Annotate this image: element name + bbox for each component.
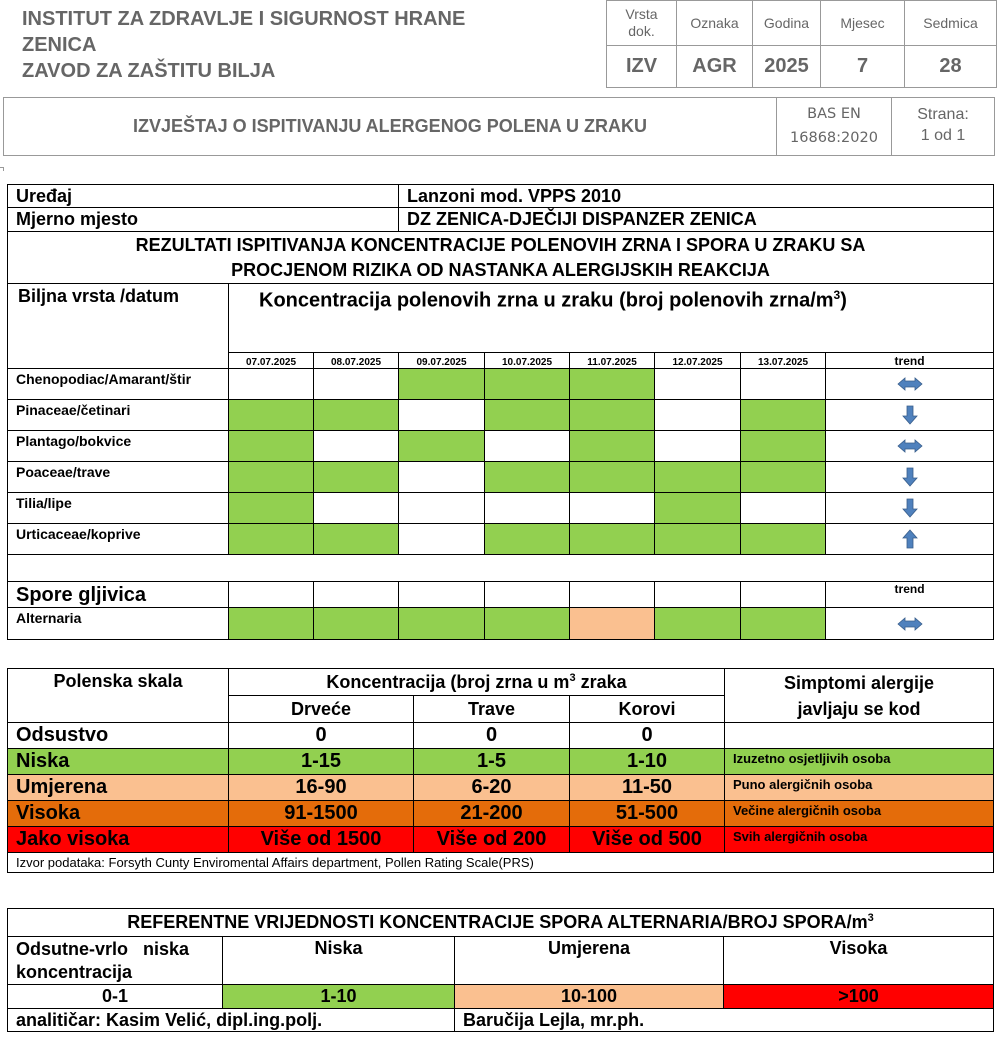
meta-value-doc-type: IZV bbox=[607, 46, 677, 88]
level-cell bbox=[570, 608, 655, 640]
level-cell bbox=[229, 524, 314, 555]
level-cell bbox=[314, 431, 399, 462]
spore-ref-low: Niska bbox=[223, 937, 455, 985]
table-row bbox=[8, 369, 994, 400]
level-cell bbox=[485, 608, 570, 640]
location-value: DZ ZENICA-DJEČIJI DISPANZER ZENICA bbox=[399, 208, 994, 232]
level-cell bbox=[570, 462, 655, 493]
level-cell bbox=[229, 431, 314, 462]
location-label: Mjerno mjesto bbox=[8, 208, 399, 232]
level-cell bbox=[485, 400, 570, 431]
scale-row bbox=[8, 827, 994, 853]
level-cell bbox=[485, 524, 570, 555]
trend-cell bbox=[826, 431, 994, 462]
scale-value: Više od 1500 bbox=[229, 827, 414, 853]
level-cell bbox=[741, 462, 826, 493]
level-cell bbox=[741, 400, 826, 431]
scale-symptom: Izuzetno osjetljivih osoba bbox=[725, 749, 994, 775]
spore-header-empty bbox=[655, 582, 741, 608]
level-cell bbox=[570, 431, 655, 462]
spore-ref-value-moderate: 10-100 bbox=[455, 985, 724, 1009]
results-title bbox=[8, 232, 994, 284]
level-cell bbox=[314, 608, 399, 640]
level-cell bbox=[399, 608, 485, 640]
analyst-1: analitičar: Kasim Velić, dipl.ing.polj. bbox=[8, 1009, 455, 1032]
scale-symptom: Svih alergičnih osoba bbox=[725, 827, 994, 853]
level-cell bbox=[741, 493, 826, 524]
level-cell bbox=[741, 431, 826, 462]
corner-marker bbox=[0, 167, 4, 171]
date-header: 12.07.2025 bbox=[655, 353, 741, 369]
up-arrow-icon bbox=[826, 529, 993, 549]
trend-cell bbox=[826, 462, 994, 493]
level-cell bbox=[570, 524, 655, 555]
scale-value: 0 bbox=[570, 723, 725, 749]
scale-value: 91-1500 bbox=[229, 801, 414, 827]
scale-value: 1-5 bbox=[414, 749, 570, 775]
level-cell bbox=[655, 524, 741, 555]
trend-cell bbox=[826, 608, 994, 640]
concentration-header: Koncentracija polenovih zrna u zraku (broj polenovih zrna/$m^3$) bbox=[229, 284, 994, 353]
left-right-arrow-icon bbox=[826, 376, 993, 392]
symptoms-header-line2: javljaju se kod bbox=[797, 699, 921, 719]
scale-conc-header: Koncentracija (broj zrna u $m^3$ zraka bbox=[229, 669, 725, 696]
device-label: Uređaj bbox=[8, 185, 399, 208]
species-name: Tilia/lipe bbox=[8, 493, 229, 524]
level-cell bbox=[655, 493, 741, 524]
scale-value: 21-200 bbox=[414, 801, 570, 827]
spore-header-empty bbox=[570, 582, 655, 608]
scale-symptom bbox=[725, 723, 994, 749]
level-cell bbox=[485, 431, 570, 462]
spore-header-empty bbox=[229, 582, 314, 608]
trend-cell bbox=[826, 524, 994, 555]
scale-value: 51-500 bbox=[570, 801, 725, 827]
spores-header: Spore gljivica bbox=[8, 582, 229, 608]
spore-ref-high: Visoka bbox=[724, 937, 994, 985]
level-cell bbox=[570, 400, 655, 431]
meta-value-month: 7 bbox=[821, 46, 905, 88]
level-cell bbox=[655, 462, 741, 493]
table-row bbox=[8, 400, 994, 431]
report-title: IZVJEŠTAJ O ISPITIVANJU ALERGENOG POLENA U ZRAKU bbox=[132, 116, 648, 136]
scale-row bbox=[8, 749, 994, 775]
spacer-row bbox=[8, 555, 994, 582]
level-cell bbox=[741, 524, 826, 555]
scale-rows bbox=[8, 723, 994, 853]
device-value: Lanzoni mod. VPPS 2010 bbox=[399, 185, 994, 208]
analyst-2: Baručija Lejla, mr.ph. bbox=[455, 1009, 994, 1032]
scale-value: 1-15 bbox=[229, 749, 414, 775]
down-arrow-icon bbox=[826, 405, 993, 425]
level-cell bbox=[655, 431, 741, 462]
level-cell bbox=[741, 608, 826, 640]
level-cell bbox=[485, 369, 570, 400]
spore-ref-col1-line1: Odsutne-vrlo niska bbox=[16, 939, 190, 959]
scale-col-grasses: Trave bbox=[414, 696, 570, 723]
pollen-scale-table bbox=[7, 668, 994, 873]
level-cell bbox=[485, 493, 570, 524]
scale-title: Polenska skala bbox=[8, 669, 229, 723]
scale-value: Više od 200 bbox=[414, 827, 570, 853]
date-header: 11.07.2025 bbox=[570, 353, 655, 369]
scale-value: 16-90 bbox=[229, 775, 414, 801]
level-cell bbox=[655, 400, 741, 431]
scale-level: Visoka bbox=[8, 801, 229, 827]
spore-rows bbox=[8, 608, 994, 640]
species-name: Chenopodiac/Amarant/štir bbox=[8, 369, 229, 400]
pollen-rows bbox=[8, 369, 994, 555]
table-row bbox=[8, 462, 994, 493]
table-row bbox=[8, 524, 994, 555]
standard-line1: BAS EN bbox=[807, 106, 861, 122]
species-name: Urticaceae/koprive bbox=[8, 524, 229, 555]
level-cell bbox=[314, 462, 399, 493]
species-name: Plantago/bokvice bbox=[8, 431, 229, 462]
page-value: 1 od 1 bbox=[920, 127, 966, 144]
date-header: 09.07.2025 bbox=[399, 353, 485, 369]
level-cell bbox=[485, 462, 570, 493]
spore-ref-col1-line2: koncentracija bbox=[16, 962, 133, 982]
spore-ref-value-high: >100 bbox=[724, 985, 994, 1009]
spore-reference-table bbox=[7, 908, 994, 1032]
table-row bbox=[8, 608, 994, 640]
institution-line1: INSTITUT ZA ZDRAVLJE I SIGURNOST HRANE bbox=[22, 8, 466, 30]
scale-level: Umjerena bbox=[8, 775, 229, 801]
scale-value: 6-20 bbox=[414, 775, 570, 801]
institution-line2: ZENICA bbox=[22, 34, 97, 56]
trend-cell bbox=[826, 369, 994, 400]
level-cell bbox=[314, 400, 399, 431]
species-name: Alternaria bbox=[8, 608, 229, 640]
spore-ref-col1 bbox=[8, 937, 223, 985]
level-cell bbox=[229, 369, 314, 400]
scale-symptom: Puno alergičnih osoba bbox=[725, 775, 994, 801]
trend-cell bbox=[826, 493, 994, 524]
level-cell bbox=[655, 608, 741, 640]
spore-header-empty bbox=[399, 582, 485, 608]
level-cell bbox=[229, 462, 314, 493]
level-cell bbox=[399, 431, 485, 462]
date-header: 08.07.2025 bbox=[314, 353, 399, 369]
date-header: 07.07.2025 bbox=[229, 353, 314, 369]
left-right-arrow-icon bbox=[826, 438, 993, 454]
level-cell bbox=[229, 493, 314, 524]
institution-line3: ZAVOD ZA ZAŠTITU BILJA bbox=[22, 60, 276, 82]
scale-row bbox=[8, 723, 994, 749]
meta-label-doc-type: Vrsta dok. bbox=[607, 1, 677, 46]
scale-value: 1-10 bbox=[570, 749, 725, 775]
institution-name bbox=[22, 6, 602, 84]
spore-ref-value-absent: 0-1 bbox=[8, 985, 223, 1009]
trend-cell bbox=[826, 400, 994, 431]
standard-ref bbox=[776, 98, 891, 155]
scale-col-trees: Drveće bbox=[229, 696, 414, 723]
date-header: 10.07.2025 bbox=[485, 353, 570, 369]
level-cell bbox=[314, 524, 399, 555]
date-header: 13.07.2025 bbox=[741, 353, 826, 369]
standard-line2: 16868:2020 bbox=[790, 130, 878, 146]
spore-ref-value-low: 1-10 bbox=[223, 985, 455, 1009]
scale-col-weeds: Korovi bbox=[570, 696, 725, 723]
spacer-cell bbox=[8, 555, 994, 582]
scale-symptom: Večine alergičnih osoba bbox=[725, 801, 994, 827]
scale-value: Više od 500 bbox=[570, 827, 725, 853]
scale-level: Niska bbox=[8, 749, 229, 775]
level-cell bbox=[570, 493, 655, 524]
meta-value-year: 2025 bbox=[753, 46, 821, 88]
level-cell bbox=[229, 608, 314, 640]
meta-label-month: Mjesec bbox=[821, 1, 905, 46]
spore-ref-moderate: Umjerena bbox=[455, 937, 724, 985]
spore-header-empty bbox=[485, 582, 570, 608]
scale-value: 0 bbox=[229, 723, 414, 749]
meta-label-week: Sedmica bbox=[905, 1, 997, 46]
meta-value-code: AGR bbox=[677, 46, 753, 88]
level-cell bbox=[399, 369, 485, 400]
trend-header: trend bbox=[826, 353, 994, 369]
page-label: Strana: bbox=[917, 106, 969, 123]
level-cell bbox=[399, 493, 485, 524]
document-meta-table bbox=[606, 0, 997, 88]
pollen-results-table bbox=[7, 184, 994, 640]
table-row bbox=[8, 431, 994, 462]
species-name: Poaceae/trave bbox=[8, 462, 229, 493]
species-name: Pinaceae/četinari bbox=[8, 400, 229, 431]
spore-header-empty bbox=[741, 582, 826, 608]
results-title-line2: PROCJENOM RIZIKA OD NASTANKA ALERGIJSKIH REAKCIJA bbox=[231, 259, 770, 280]
left-right-arrow-icon bbox=[826, 616, 993, 632]
symptoms-header bbox=[725, 669, 994, 723]
scale-level: Jako visoka bbox=[8, 827, 229, 853]
spore-ref-title: REFERENTNE VRIJEDNOSTI KONCENTRACIJE SPORA ALTERNARIA/BROJ SPORA/$m^3$ bbox=[8, 909, 994, 937]
meta-label-code: Oznaka bbox=[677, 1, 753, 46]
scale-level: Odsustvo bbox=[8, 723, 229, 749]
level-cell bbox=[399, 524, 485, 555]
level-cell bbox=[229, 400, 314, 431]
report-title-box bbox=[3, 97, 995, 156]
spores-trend-label: trend bbox=[826, 582, 994, 608]
scale-value: 0 bbox=[414, 723, 570, 749]
down-arrow-icon bbox=[826, 467, 993, 487]
level-cell bbox=[570, 369, 655, 400]
scale-row bbox=[8, 801, 994, 827]
level-cell bbox=[314, 493, 399, 524]
scale-value: 11-50 bbox=[570, 775, 725, 801]
species-header: Biljna vrsta /datum bbox=[8, 284, 229, 369]
level-cell bbox=[399, 462, 485, 493]
scale-source: Izvor podataka: Forsyth Cunty Enviromental Affairs department, Pollen Rating Scale(PRS) bbox=[8, 853, 994, 873]
meta-label-year: Godina bbox=[753, 1, 821, 46]
spore-header-empty bbox=[314, 582, 399, 608]
meta-value-week: 28 bbox=[905, 46, 997, 88]
results-title-line1: REZULTATI ISPITIVANJA KONCENTRACIJE POLENOVIH ZRNA I SPORA U ZRAKU SA bbox=[135, 234, 866, 255]
page-number bbox=[891, 98, 994, 155]
level-cell bbox=[314, 369, 399, 400]
down-arrow-icon bbox=[826, 498, 993, 518]
scale-row bbox=[8, 775, 994, 801]
table-row bbox=[8, 493, 994, 524]
level-cell bbox=[741, 369, 826, 400]
level-cell bbox=[655, 369, 741, 400]
level-cell bbox=[399, 400, 485, 431]
symptoms-header-line1: Simptomi alergije bbox=[783, 673, 935, 693]
